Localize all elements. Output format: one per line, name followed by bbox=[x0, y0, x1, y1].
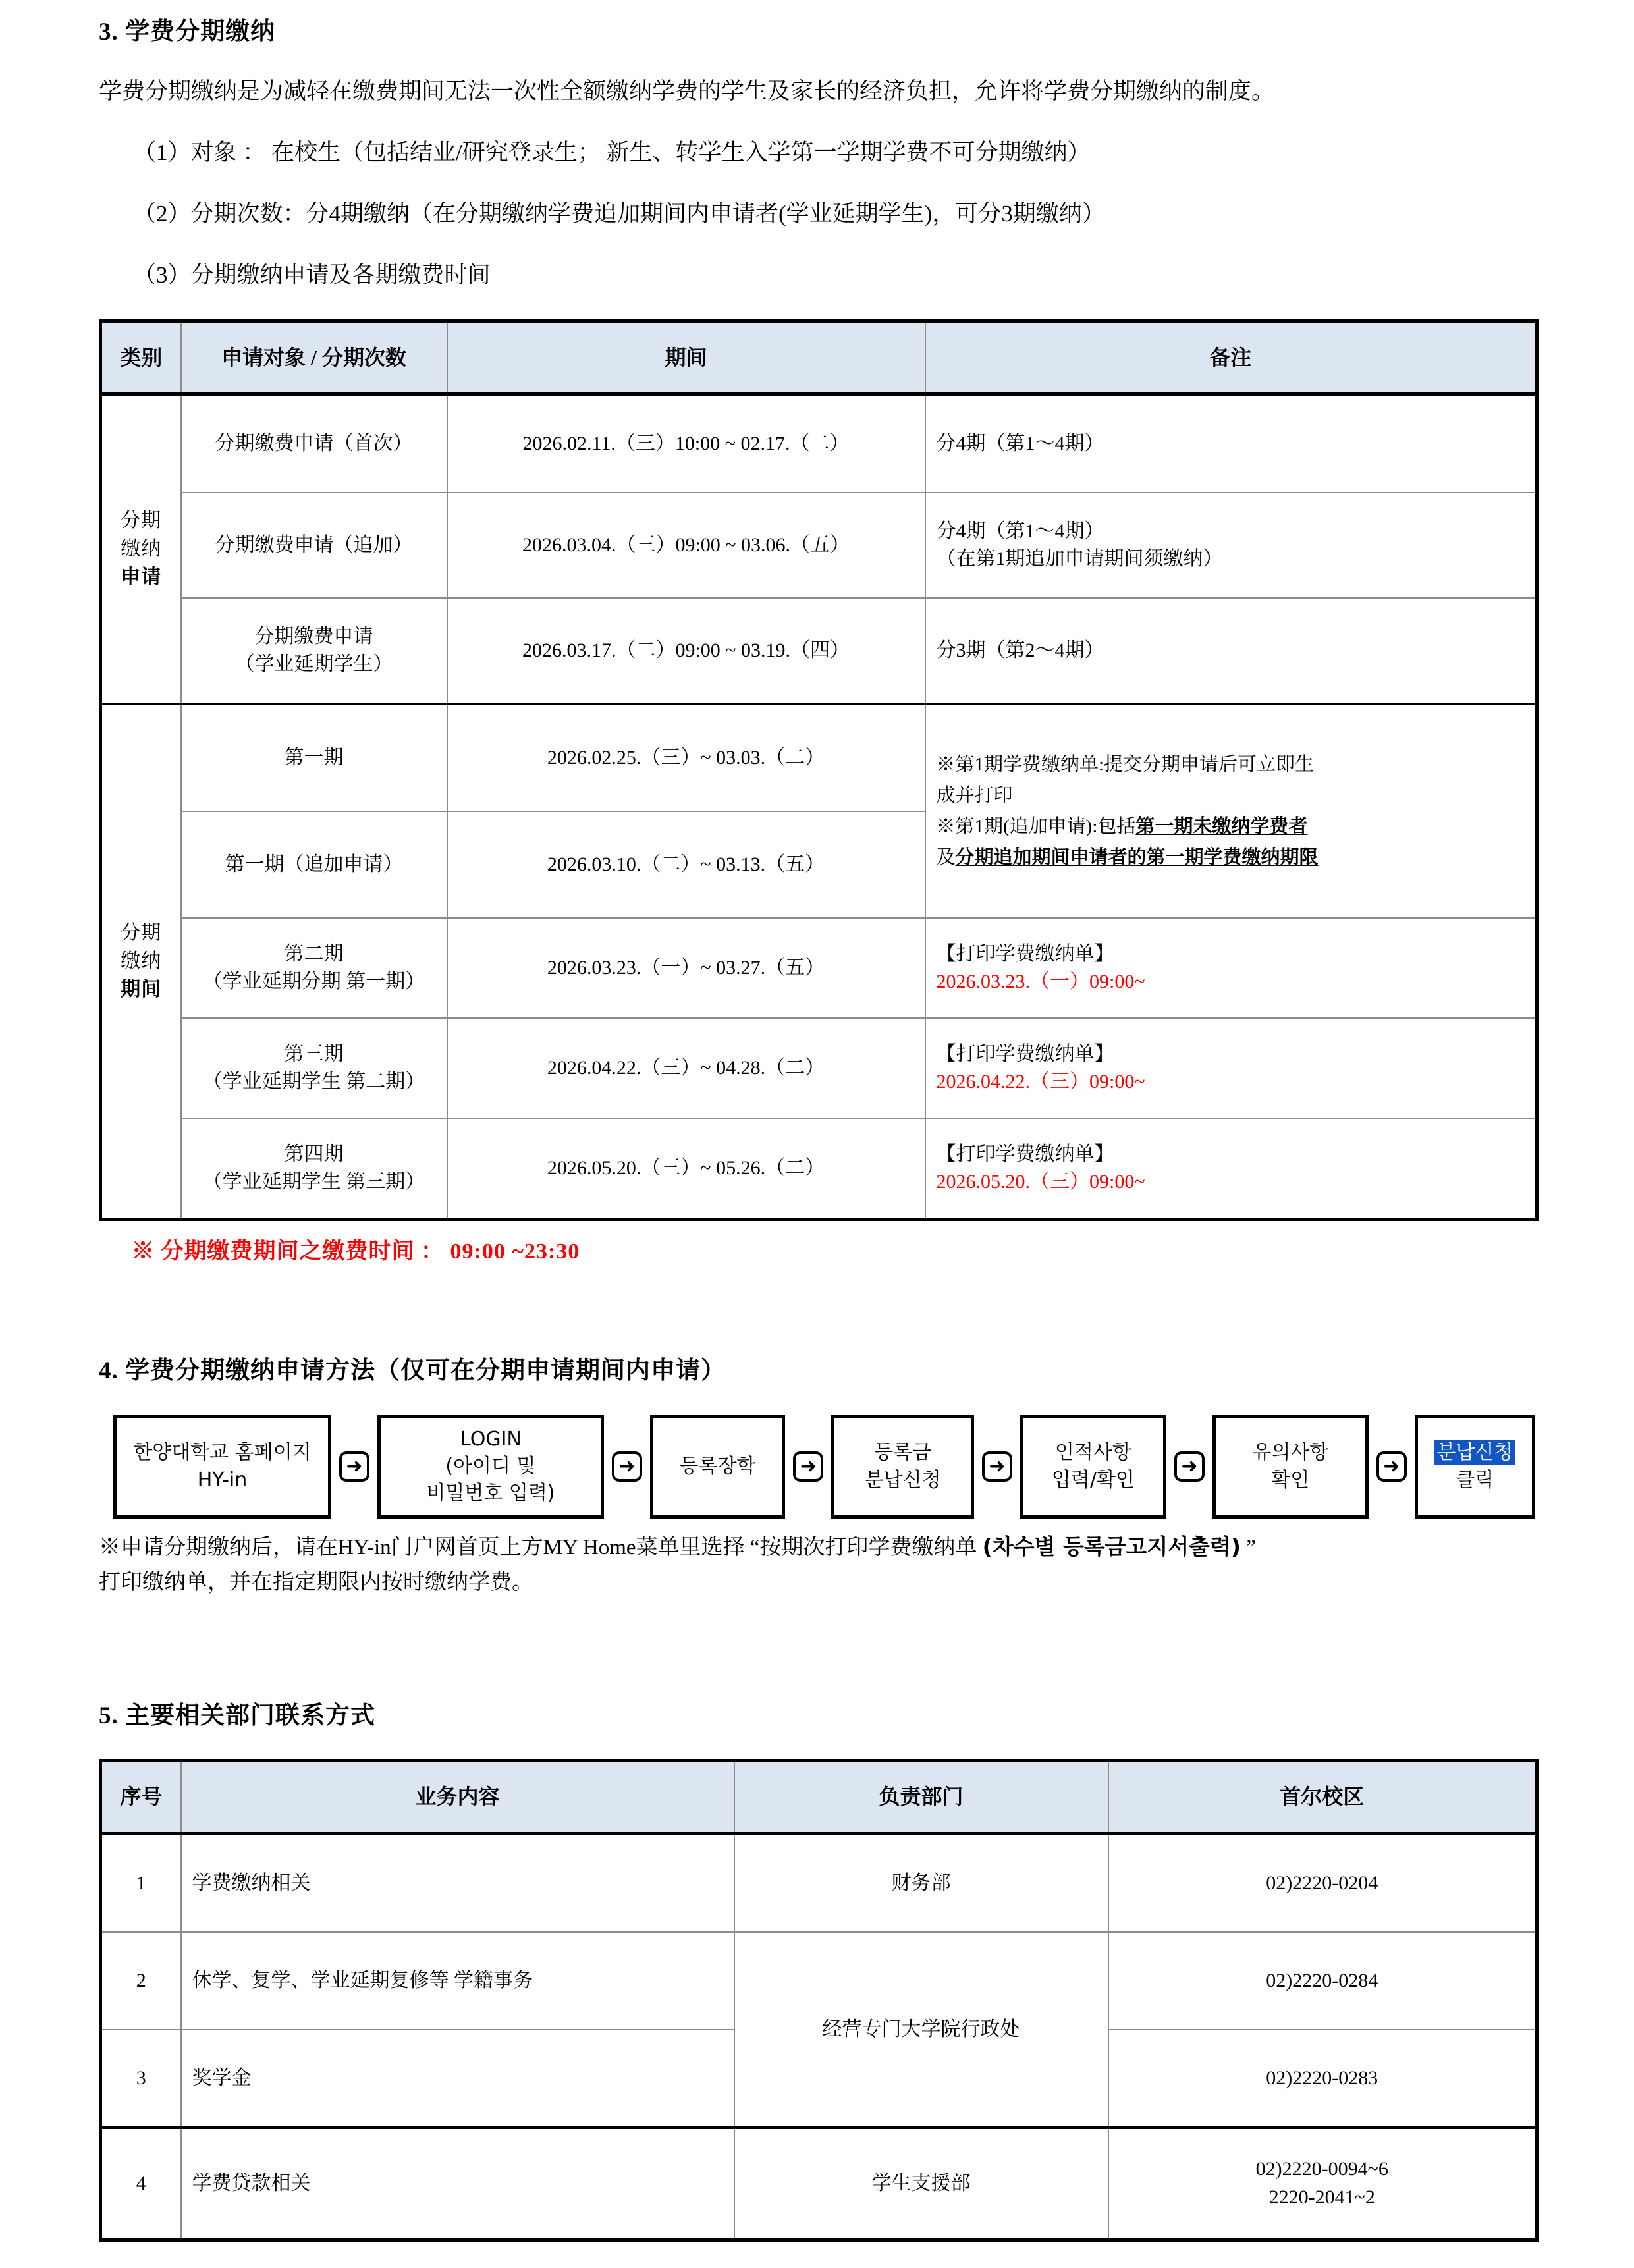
section-3-item-3: （3）分期缴纳申请及各期缴费时间 bbox=[133, 261, 491, 288]
section-5-heading: 5. 主要相关部门联系方式 bbox=[99, 1702, 375, 1729]
group-label-application bbox=[101, 394, 181, 705]
remarks-line-1: 【打印学费缴纳单】 bbox=[936, 1143, 1114, 1165]
group-label-line-3: 期间 bbox=[121, 978, 162, 1000]
remarks-line-2-red: 2026.05.20.（三）09:00~ bbox=[936, 1171, 1145, 1193]
note-text-c: ” bbox=[1240, 1535, 1256, 1559]
group-label-line-1: 分期 bbox=[121, 510, 162, 532]
schedule-footnote: ※ 分期缴费期间之缴费时间 ： 09:00 ~23:30 bbox=[132, 1239, 580, 1264]
cell-target: 分期缴费申请（追加） bbox=[181, 493, 447, 598]
merged-note-line-4-plain: 及 bbox=[936, 847, 956, 869]
application-flow-diagram bbox=[113, 1415, 1535, 1519]
merged-note-line-4-bold: 分期追加期间申请者的第一期学费缴纳期限 bbox=[955, 847, 1319, 869]
flow-step-line-1: 등록금 bbox=[874, 1441, 932, 1465]
column-header-no: 序号 bbox=[101, 1760, 181, 1833]
flow-step-homepage[interactable] bbox=[113, 1415, 331, 1519]
cell-remarks bbox=[925, 1118, 1537, 1220]
cell-target bbox=[181, 1118, 447, 1220]
cell-task: 学费贷款相关 bbox=[181, 2128, 734, 2240]
cell-period: 2026.03.10.（二）~ 03.13.（五） bbox=[447, 811, 925, 918]
cell-target: 第一期 bbox=[181, 704, 447, 811]
cell-task: 奖学金 bbox=[181, 2030, 734, 2128]
cell-department: 财务部 bbox=[734, 1833, 1108, 1932]
department-contacts-table bbox=[99, 1759, 1539, 2242]
note-text-korean: (차수별 등록금고지서출력) bbox=[982, 1533, 1241, 1559]
arrow-right-icon: ➜ bbox=[1174, 1451, 1205, 1482]
flow-step-line-2: HY-in bbox=[197, 1468, 248, 1492]
flow-step-submit-click[interactable] bbox=[1415, 1415, 1535, 1519]
flow-arrow-5-wrap bbox=[1166, 1415, 1212, 1519]
cell-phone: 02)2220-0283 bbox=[1108, 2030, 1537, 2128]
table-row bbox=[101, 1018, 1537, 1118]
remarks-line-2-red: 2026.04.22.（三）09:00~ bbox=[936, 1071, 1145, 1093]
table-header-row bbox=[101, 1760, 1537, 1833]
arrow-right-icon: ➜ bbox=[793, 1451, 823, 1482]
cell-no: 4 bbox=[101, 2128, 181, 2240]
column-header-period: 期间 bbox=[447, 321, 925, 394]
target-line-1: 分期缴费申请 bbox=[254, 625, 373, 647]
merged-note-line-3-bold: 第一期未缴纳学费者 bbox=[1135, 816, 1308, 838]
flow-step-personal-info[interactable] bbox=[1020, 1415, 1166, 1519]
merged-note-line-2: 成并打印 bbox=[936, 785, 1013, 807]
cell-remarks-merged bbox=[925, 704, 1537, 918]
column-header-category: 类别 bbox=[101, 321, 181, 394]
section-3-heading: 3. 学费分期缴纳 bbox=[99, 18, 275, 45]
section-4-heading: 4. 学费分期缴纳申请方法（仅可在分期申请期间内申请） bbox=[99, 1357, 726, 1385]
target-line-2: （学业延期学生） bbox=[234, 653, 393, 676]
flow-step-line-1: 등록장학 bbox=[679, 1454, 756, 1478]
group-label-payment-period bbox=[101, 704, 181, 1220]
flow-step-scholarship[interactable] bbox=[650, 1415, 785, 1519]
phone-line-2: 2220-2041~2 bbox=[1268, 2186, 1375, 2208]
cell-period: 2026.02.11.（三）10:00 ~ 02.17.（二） bbox=[447, 394, 925, 493]
merged-note-line-3-plain: ※第1期(追加申请):包括 bbox=[936, 816, 1136, 838]
cell-period: 2026.03.23.（一）~ 03.27.（五） bbox=[447, 918, 925, 1018]
flow-step-line-1: 분납신청 bbox=[1434, 1440, 1515, 1465]
column-header-department: 负责部门 bbox=[734, 1760, 1108, 1833]
target-line-2: （学业延期学生 第三期） bbox=[202, 1171, 425, 1193]
table-header-row bbox=[101, 321, 1537, 394]
cell-no: 2 bbox=[101, 1932, 181, 2030]
remarks-line-1: 【打印学费缴纳单】 bbox=[936, 1042, 1114, 1065]
phone-line-1: 02)2220-0094~6 bbox=[1255, 2158, 1388, 2180]
flow-arrow-2-wrap bbox=[604, 1415, 650, 1519]
merged-note-line-1: ※第1期学费缴纳单:提交分期申请后可立即生 bbox=[936, 754, 1315, 776]
section-4-note bbox=[99, 1529, 1535, 1601]
cell-period: 2026.03.17.（二）09:00 ~ 03.19.（四） bbox=[447, 598, 925, 704]
target-line-2: （学业延期学生 第二期） bbox=[202, 1071, 425, 1093]
table-row bbox=[101, 918, 1537, 1018]
cell-target bbox=[181, 918, 447, 1018]
table-row bbox=[101, 394, 1537, 493]
cell-no: 1 bbox=[101, 1833, 181, 1932]
flow-arrow-4-wrap bbox=[974, 1415, 1020, 1519]
group-label-line-2: 缴纳 bbox=[121, 950, 162, 972]
cell-target bbox=[181, 1018, 447, 1118]
table-row bbox=[101, 704, 1537, 811]
table-row bbox=[101, 1932, 1537, 2030]
flow-arrow-1-wrap bbox=[331, 1415, 377, 1519]
cell-target bbox=[181, 598, 447, 704]
flow-step-line-3: 비밀번호 입력) bbox=[426, 1482, 555, 1505]
remarks-line-2: （在第1期追加申请期间须缴纳） bbox=[936, 548, 1223, 570]
remarks-line-1: 分4期（第1～4期） bbox=[936, 520, 1104, 542]
group-label-line-3: 申请 bbox=[121, 566, 162, 588]
flow-step-tuition-installment[interactable] bbox=[831, 1415, 974, 1519]
cell-phone bbox=[1108, 2128, 1537, 2240]
cell-no: 3 bbox=[101, 2030, 181, 2128]
flow-arrow-6-wrap bbox=[1369, 1415, 1415, 1519]
section-3-item-1: （1）对象 ： 在校生（包括结业/研究登录生； 新生、转学生入学第一学期学费不可分期缴纳） bbox=[133, 140, 1091, 165]
arrow-right-icon: ➜ bbox=[982, 1451, 1012, 1482]
remarks-line-1: 【打印学费缴纳单】 bbox=[936, 942, 1114, 965]
flow-step-line-1: LOGIN bbox=[460, 1427, 522, 1451]
cell-remarks bbox=[925, 493, 1537, 598]
flow-step-line-1: 한양대학교 홈페이지 bbox=[133, 1441, 312, 1465]
cell-phone: 02)2220-0204 bbox=[1108, 1833, 1537, 1932]
target-line-1: 第三期 bbox=[284, 1042, 344, 1065]
section-3-item-2: （2）分期次数：分4期缴纳（在分期缴纳学费追加期间内申请者(学业延期学生)，可分3期缴纳） bbox=[133, 200, 1105, 227]
cell-task: 休学、复学、学业延期复修等 学籍事务 bbox=[181, 1932, 734, 2030]
target-line-1: 第四期 bbox=[284, 1143, 344, 1165]
arrow-right-icon: ➜ bbox=[339, 1451, 369, 1482]
installment-schedule-table bbox=[99, 319, 1539, 1221]
cell-period: 2026.05.20.（三）~ 05.26.（二） bbox=[447, 1118, 925, 1220]
section-4-note-line-1 bbox=[99, 1529, 1535, 1565]
flow-step-line-2: 클릭 bbox=[1456, 1468, 1494, 1492]
flow-arrow-3-wrap bbox=[785, 1415, 831, 1519]
cell-period: 2026.02.25.（三）~ 03.03.（二） bbox=[447, 704, 925, 811]
cell-period: 2026.03.04.（三）09:00 ~ 03.06.（五） bbox=[447, 493, 925, 598]
table-row bbox=[101, 1833, 1537, 1932]
target-line-2: （学业延期分期 第一期） bbox=[202, 971, 425, 993]
flow-step-line-2: (아이디 및 bbox=[445, 1454, 536, 1478]
cell-remarks bbox=[925, 1018, 1537, 1118]
cell-period: 2026.04.22.（三）~ 04.28.（二） bbox=[447, 1018, 925, 1118]
table-row bbox=[101, 493, 1537, 598]
cell-target: 第一期（追加申请） bbox=[181, 811, 447, 918]
note-text-a: ※申请分期缴纳后，请在HY-in门户网首页上方MY Home菜单里选择 “按期次打印学费缴纳单 bbox=[99, 1535, 983, 1559]
cell-phone: 02)2220-0284 bbox=[1108, 1932, 1537, 2030]
cell-target: 分期缴费申请（首次） bbox=[181, 394, 447, 493]
flow-step-notice-confirm[interactable] bbox=[1212, 1415, 1369, 1519]
target-line-1: 第二期 bbox=[284, 942, 344, 965]
section-4-note-line-2: 打印缴纳单，并在指定期限内按时缴纳学费。 bbox=[99, 1571, 533, 1595]
cell-remarks: 分3期（第2～4期） bbox=[925, 598, 1537, 704]
cell-task: 学费缴纳相关 bbox=[181, 1833, 734, 1932]
flow-step-line-2: 분납신청 bbox=[864, 1468, 941, 1492]
flow-step-line-2: 확인 bbox=[1271, 1468, 1310, 1492]
table-row bbox=[101, 2128, 1537, 2240]
group-label-line-2: 缴纳 bbox=[121, 537, 162, 560]
arrow-right-icon: ➜ bbox=[1376, 1451, 1407, 1482]
flow-step-line-2: 입력/확인 bbox=[1051, 1468, 1135, 1492]
column-header-target: 申请对象 / 分期次数 bbox=[181, 321, 447, 394]
cell-department-merged: 经营专门大学院行政处 bbox=[734, 1932, 1108, 2128]
column-header-task: 业务内容 bbox=[181, 1760, 734, 1833]
cell-remarks: 分4期（第1～4期） bbox=[925, 394, 1537, 493]
flow-step-login[interactable] bbox=[377, 1415, 604, 1519]
table-row bbox=[101, 1118, 1537, 1220]
column-header-seoul-campus: 首尔校区 bbox=[1108, 1760, 1537, 1833]
column-header-remarks: 备注 bbox=[925, 321, 1537, 394]
flow-step-line-1: 인적사항 bbox=[1054, 1441, 1131, 1465]
cell-department: 学生支援部 bbox=[734, 2128, 1108, 2240]
table-row bbox=[101, 598, 1537, 704]
section-3-intro: 学费分期缴纳是为减轻在缴费期间无法一次性全额缴纳学费的学生及家长的经济负担，允许将学费分期缴纳的制度。 bbox=[99, 78, 1275, 105]
group-label-line-1: 分期 bbox=[121, 922, 162, 944]
remarks-line-2-red: 2026.03.23.（一）09:00~ bbox=[936, 971, 1145, 993]
flow-step-line-1: 유의사항 bbox=[1252, 1441, 1329, 1465]
cell-remarks bbox=[925, 918, 1537, 1018]
arrow-right-icon: ➜ bbox=[612, 1451, 642, 1482]
flow-step-highlight bbox=[1434, 1439, 1515, 1466]
